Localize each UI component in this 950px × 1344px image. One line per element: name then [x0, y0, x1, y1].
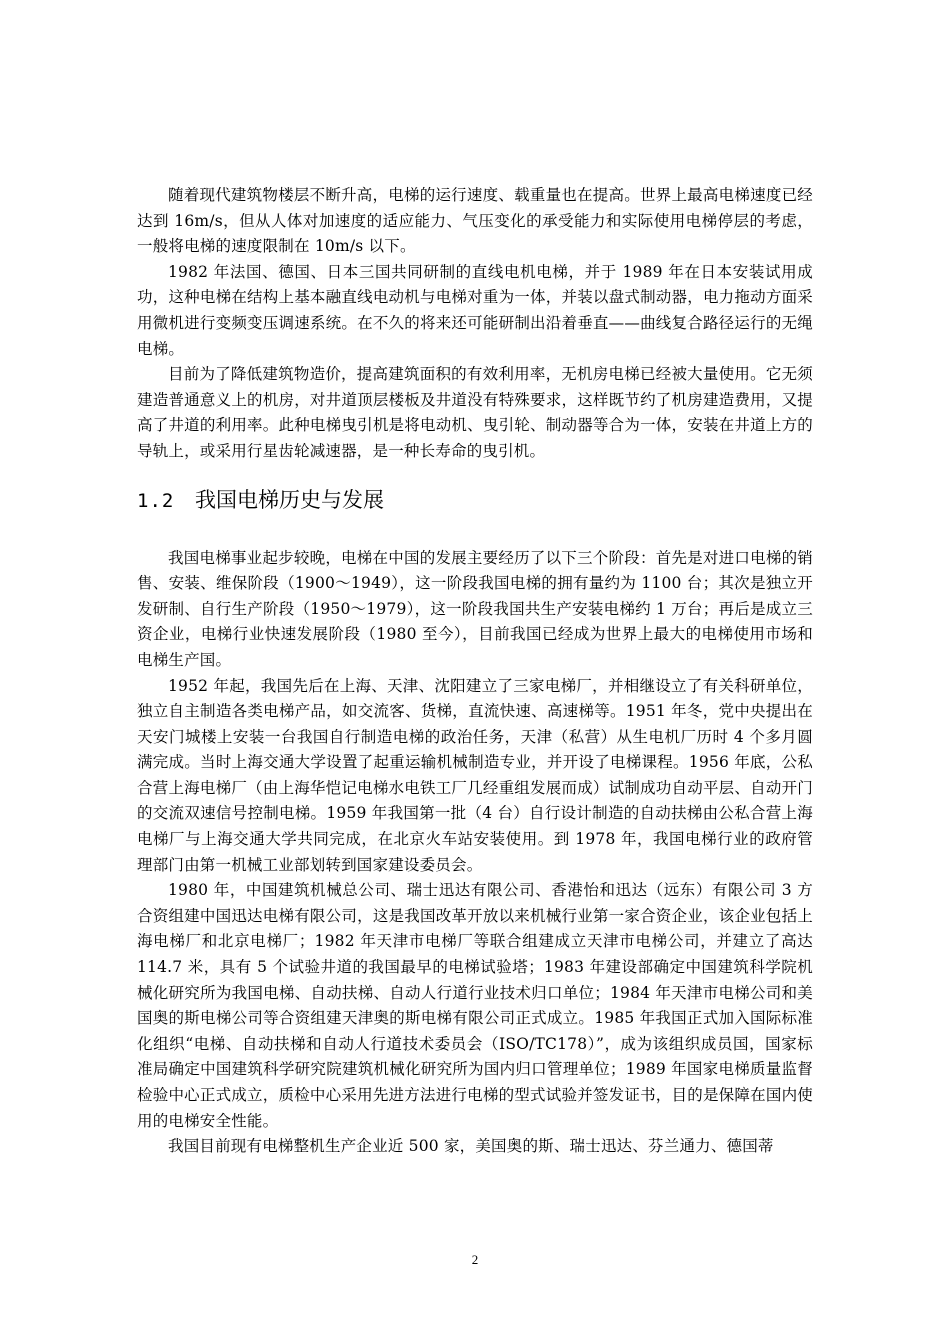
body-paragraph: 目前为了降低建筑物造价，提高建筑面积的有效利用率，无机房电梯已经被大量使用。它无须建造普通意义上的机房，对井道顶层楼板及井道没有特殊要求，这样既节约了机房建造费用，又提高了井道的利用率。此种电梯曳引机是将电动机、曳引轮、制动器等合为一体，安装在井道上方的导轨上，或采用行星齿轮减速器，是一种长寿命的曳引机。 [137, 365, 813, 460]
body-paragraph: 1982 年法国、德国、日本三国共同研制的直线电机电梯，并于 1989 年在日本安装试用成功，这种电梯在结构上基本融直线电动机与电梯对重为一体，并装以盘式制动器，电力拖动方面采用微机进行变频变压调速系统。在不久的将来还可能研制出沿着垂直——曲线复合路径运行的无绳电梯。 [137, 262, 813, 358]
body-paragraph: 我国电梯事业起步较晚，电梯在中国的发展主要经历了以下三个阶段：首先是对进口电梯的销售、安装、维保阶段（1900～1949），这一阶段我国电梯的拥有量约为 1100 台；其次是独立开发研制、自行生产阶段（1950～1979），这一阶段我国共生产安装电梯约 1 万台；再后是成立三资企业，电梯行业快速发展阶段（1980 至今），目前我国已经成为世界上最大的电梯使用市场和电梯生产国。 [137, 548, 813, 669]
body-paragraph: 1980 年，中国建筑机械总公司、瑞士迅达有限公司、香港怡和迅达（远东）有限公司 3 方合资组建中国迅达电梯有限公司，这是我国改革开放以来机械行业第一家合资企业，该企业包括上海电梯厂和北京电梯厂；1982 年天津市电梯厂等联合组建成立天津市电梯公司，并建立了高达 114.7 米，具有 5 个试验井道的我国最早的电梯试验塔；1983 年建设部确定中国建筑科学院机械化研究所为我国电梯、自动扶梯、自动人行道行业技术归口单位；1984 年天津市电梯公司和美国奥的斯电梯公司等合资组建天津奥的斯电梯有限公司正式成立。1985 年我国正式加入国际标准化组织“电梯、自动扶梯和自动人行道技术委员会（ISO/TC178）”，成为该组织成员国，国家标准局确定中国建筑科学研究院建筑机械化研究所为国内归口管理单位；1989 年国家电梯质量监督检验中心正式成立，质检中心采用先进方法进行电梯的型式试验并签发证书，目的是保障在国内使用的电梯安全性能。 [137, 881, 813, 1130]
body-paragraph: 1952 年起，我国先后在上海、天津、沈阳建立了三家电梯厂，并相继设立了有关科研单位，独立自主制造各类电梯产品，如交流客、货梯，直流快速、高速梯等。1951 年冬，党中央提出在天安门城楼上安装一台我国自行制造电梯的政治任务，天津（私营）从生电机厂历时 4 个多月圆满完成。当时上海交通大学设置了起重运输机械制造专业，并开设了电梯课程。1956 年底，公私合营上海电梯厂（由上海华恺记电梯水电铁工厂几经重组发展而成）试制成功自动平层、自动开门的交流双速信号控制电梯。1959 年我国第一批（4 台）自行设计制造的自动扶梯由公私合营上海电梯厂与上海交通大学共同完成，在北京火车站安装使用。到 1978 年，我国电梯行业的政府管理部门由第一机械工业部划转到国家建设委员会。 [137, 676, 813, 874]
section-heading [137, 485, 813, 516]
page-number: 2 [471, 1252, 479, 1267]
section-title: 我国电梯历史与发展 [195, 487, 384, 512]
section-number: 1.2 [137, 489, 175, 512]
body-paragraph: 随着现代建筑物楼层不断升高，电梯的运行速度、载重量也在提高。世界上最高电梯速度已经达到 16m/s，但从人体对加速度的适应能力、气压变化的承受能力和实际使用电梯停层的考虑，一般将电梯的速度限制在 10m/s 以下。 [137, 186, 813, 256]
body-paragraph: 我国目前现有电梯整机生产企业近 500 家，美国奥的斯、瑞士迅达、芬兰通力、德国蒂 [168, 1137, 774, 1156]
page-body [137, 183, 813, 1160]
